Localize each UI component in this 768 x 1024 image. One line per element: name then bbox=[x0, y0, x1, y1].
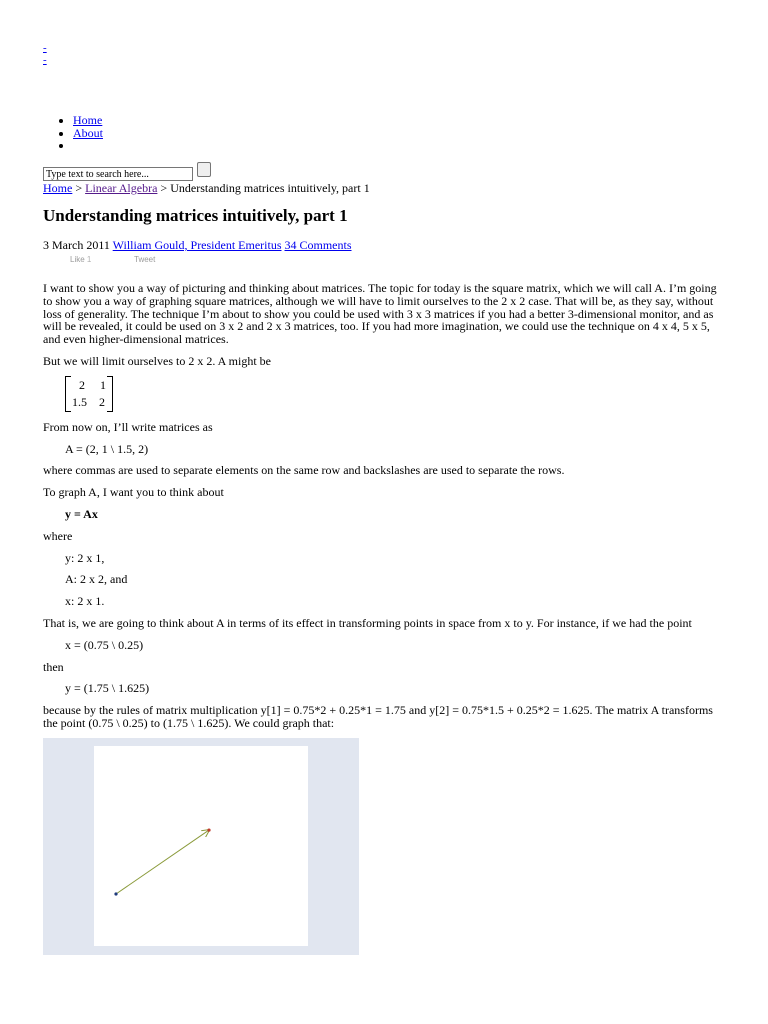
nav-item-about bbox=[73, 127, 103, 140]
to-graph-paragraph: To graph A, I want you to think about bbox=[43, 485, 224, 500]
social-buttons bbox=[43, 252, 723, 270]
intro-paragraph: I want to show you a way of picturing and thinking about matrices. The topic for today is the square matrix, which we will call A. I’m going to show you a way of graphing square matrices, although we will have to limit ourselves to the 2 x 2 case. That will be, as they say, without loss of generality. The technique I’m about to show you could be used with 3 x 3 matrices if you had a better 3-dimensional monitor, and as will be revealed, it could be used on 3 x 2 and 2 x 3 matrices, too. If you had more imagination, we could use the technique on 4 x 4, 5 x 5, and even higher-dimensional matrices. bbox=[43, 281, 717, 347]
nav-link-home[interactable]: Home bbox=[73, 113, 103, 127]
because-paragraph: because by the rules of matrix multiplication y[1] = 0.75*2 + 0.25*1 = 1.75 and y[2] = 0.75*1.5 + 0.25*2 = 1.625. The matrix A transforms the point (0.75 \ 0.25) to (1.75 \ 1.625). We could graph that: bbox=[43, 703, 713, 730]
commas-paragraph: where commas are used to separate elements on the same row and backslashes are used to separate the rows. bbox=[43, 463, 565, 478]
breadcrumb-separator: > bbox=[157, 181, 171, 195]
y-value: y = (1.75 \ 1.625) bbox=[65, 681, 150, 696]
breadcrumb-home[interactable]: Home bbox=[43, 181, 73, 195]
matrix-left-bracket bbox=[65, 376, 71, 412]
matrix-cell: 2 bbox=[99, 394, 105, 409]
transform-arrow bbox=[116, 830, 209, 894]
breadcrumb-separator: > bbox=[72, 181, 86, 195]
like-label: Like bbox=[70, 255, 85, 264]
end-point bbox=[207, 828, 210, 831]
breadcrumb-category[interactable]: Linear Algebra bbox=[85, 181, 158, 195]
breadcrumb-current: Understanding matrices intuitively, part 1 bbox=[170, 181, 370, 195]
breadcrumb bbox=[43, 181, 370, 196]
nav-item-empty bbox=[73, 139, 103, 152]
like-button[interactable] bbox=[70, 255, 91, 264]
top-link-1[interactable]: - bbox=[43, 42, 47, 54]
post-comments-link[interactable]: 34 Comments bbox=[284, 238, 352, 252]
where-paragraph: where bbox=[43, 528, 73, 543]
matrix-definition: A = (2, 1 \ 1.5, 2) bbox=[65, 441, 149, 456]
that-is-paragraph: That is, we are going to think about A in terms of its effect in transforming points in space from x to y. For instance, if we had the point bbox=[43, 615, 692, 630]
like-count: 1 bbox=[86, 255, 92, 264]
matrix-cell: 1.5 bbox=[72, 394, 87, 409]
matrix-cell: 1 bbox=[100, 377, 106, 392]
dimension-y: y: 2 x 1, bbox=[65, 550, 105, 565]
write-as-paragraph: From now on, I’ll write matrices as bbox=[43, 419, 213, 434]
top-link-2[interactable]: - bbox=[43, 54, 47, 66]
top-links bbox=[43, 42, 49, 66]
equation: y = Ax bbox=[65, 506, 98, 521]
plot-area bbox=[94, 746, 308, 946]
matrix-right-bracket bbox=[107, 376, 113, 412]
dimension-a: A: 2 x 2, and bbox=[65, 572, 128, 587]
limit-paragraph: But we will limit ourselves to 2 x 2. A might be bbox=[43, 353, 271, 368]
post-date: 3 March 2011 bbox=[43, 238, 110, 252]
then-paragraph: then bbox=[43, 659, 64, 674]
search-button[interactable] bbox=[197, 162, 211, 177]
main-nav bbox=[43, 114, 103, 152]
start-point bbox=[114, 892, 117, 895]
tweet-button[interactable]: Tweet bbox=[134, 255, 156, 264]
dimension-x: x: 2 x 1. bbox=[65, 594, 105, 609]
search-input[interactable] bbox=[43, 167, 193, 181]
matrix-cell: 2 bbox=[79, 377, 85, 392]
post-author[interactable]: William Gould, President Emeritus bbox=[112, 238, 282, 252]
transform-plot bbox=[94, 746, 308, 946]
post-title: Understanding matrices intuitively, part 1 bbox=[43, 206, 348, 225]
post-meta bbox=[43, 238, 723, 252]
x-value: x = (0.75 \ 0.25) bbox=[65, 637, 144, 652]
post-content bbox=[43, 205, 723, 955]
nav-link-about[interactable]: About bbox=[73, 125, 103, 140]
matrix-display bbox=[65, 376, 113, 412]
transform-figure bbox=[43, 738, 359, 955]
